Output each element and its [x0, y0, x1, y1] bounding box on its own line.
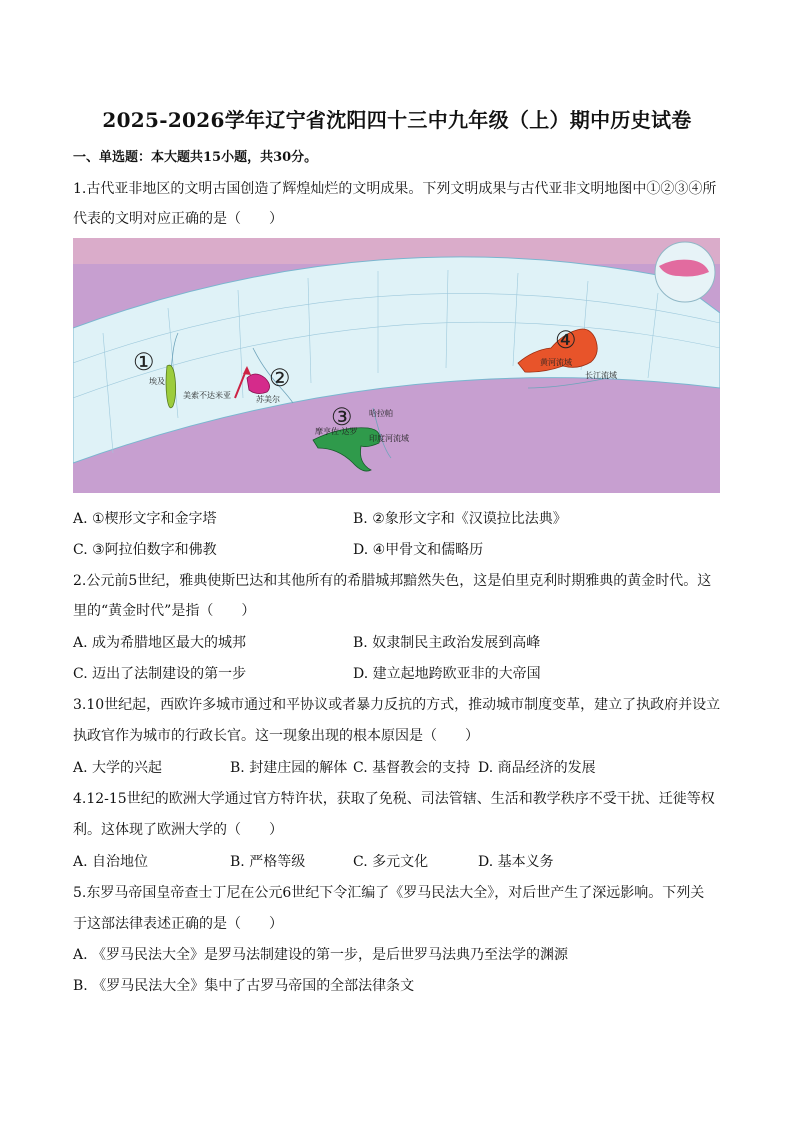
label-harappa: 哈拉帕: [369, 409, 393, 418]
q4-option-d[interactable]: D. 基本义务: [478, 854, 554, 870]
q1-option-a[interactable]: A. ①楔形文字和金字塔: [73, 511, 217, 527]
label-mohenjo: 摩亨佐·达罗: [315, 427, 358, 436]
label-egypt: 埃及: [149, 377, 165, 386]
q4-option-a[interactable]: A. 自治地位: [73, 854, 149, 870]
question-2-stem-line-1: 2.公元前5世纪，雅典使斯巴达和其他所有的希腊城邦黯然失色，这是伯里克利时期雅典的黄金时代。这: [73, 573, 712, 589]
question-4-stem-line-1: 4.12-15世纪的欧洲大学通过官方特许状，获取了免税、司法管辖、生活和教学秩序不受干扰、迁徙等权: [73, 791, 715, 807]
section-heading: 一、单选题：本大题共15小题，共30分。: [73, 150, 318, 165]
q5-option-b[interactable]: B. 《罗马民法大全》集中了古罗马帝国的全部法律条文: [73, 978, 415, 994]
q1-option-c[interactable]: C. ③阿拉伯数字和佛教: [73, 542, 217, 558]
q2-option-c[interactable]: C. 迈出了法制建设的第一步: [73, 666, 247, 682]
question-3-stem-line-1: 3.10世纪起，西欧许多城市通过和平协议或者暴力反抗的方式，推动城市制度变革，建立了执政府并设立: [73, 697, 721, 713]
marker-4: ④: [555, 326, 577, 354]
q5-option-a[interactable]: A. 《罗马民法大全》是罗马法制建设的第一步，是后世罗马法典乃至法学的渊源: [73, 947, 569, 963]
label-sumer: 苏美尔: [256, 395, 280, 404]
question-1-stem-line-1: 1.古代亚非地区的文明古国创造了辉煌灿烂的文明成果。下列文明成果与古代亚非文明地图中①②③④所: [73, 181, 717, 197]
question-3-stem-line-2: 执政官作为城市的行政长官。这一现象出现的根本原因是（ ）: [73, 728, 479, 744]
question-1-stem-line-2: 代表的文明对应正确的是（ ）: [73, 211, 283, 227]
q3-option-a[interactable]: A. 大学的兴起: [73, 760, 163, 776]
exam-title: 2025-2026学年辽宁省沈阳四十三中九年级（上）期中历史试卷: [102, 108, 692, 132]
marker-1: ①: [133, 348, 155, 376]
q3-option-b[interactable]: B. 封建庄园的解体: [230, 760, 348, 776]
q1-option-d[interactable]: D. ④甲骨文和儒略历: [353, 542, 484, 558]
q3-option-d[interactable]: D. 商品经济的发展: [478, 760, 596, 776]
question-5-stem-line-1: 5.东罗马帝国皇帝查士丁尼在公元6世纪下令汇编了《罗马民法大全》，对后世产生了深远影响。下列关: [73, 885, 705, 901]
marker-2: ②: [269, 364, 291, 392]
question-4-stem-line-2: 利。这体现了欧洲大学的（ ）: [73, 822, 283, 838]
question-5-stem-line-2: 于这部法律表述正确的是（ ）: [73, 916, 283, 932]
q2-option-d[interactable]: D. 建立起地跨欧亚非的大帝国: [353, 666, 541, 682]
label-mesopotamia: 美索不达米亚: [183, 391, 231, 400]
label-huanghe: 黄河流域: [540, 358, 572, 367]
q2-option-a[interactable]: A. 成为希腊地区最大的城邦: [73, 635, 247, 651]
egypt-region: [166, 365, 176, 408]
q4-option-c[interactable]: C. 多元文化: [353, 854, 429, 870]
q4-option-b[interactable]: B. 严格等级: [230, 854, 306, 870]
question-2-stem-line-2: 里的“黄金时代”是指（ ）: [73, 603, 256, 619]
q3-option-c[interactable]: C. 基督教会的支持: [353, 760, 471, 776]
ancient-civilizations-map: [73, 238, 720, 493]
q1-option-b[interactable]: B. ②象形文字和《汉谟拉比法典》: [353, 511, 567, 527]
q2-option-b[interactable]: B. 奴隶制民主政治发展到高峰: [353, 635, 541, 651]
label-changjiang: 长江流域: [585, 371, 617, 380]
marker-3: ③: [331, 403, 353, 431]
label-indus: 印度河流域: [369, 434, 409, 443]
